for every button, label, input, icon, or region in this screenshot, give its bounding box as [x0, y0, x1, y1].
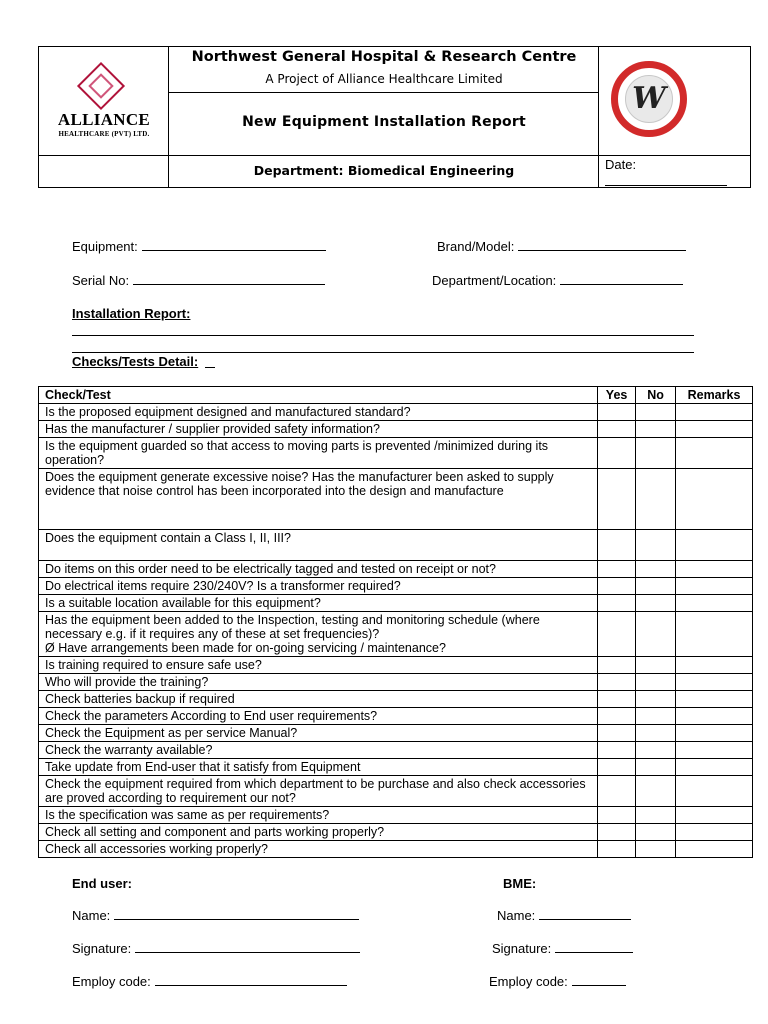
table-row	[39, 824, 753, 841]
check-text: Check the warranty available?	[39, 742, 598, 759]
remarks-cell[interactable]	[676, 595, 753, 612]
remarks-cell[interactable]	[676, 530, 753, 561]
yes-cell[interactable]	[598, 824, 636, 841]
check-text: Check the parameters According to End user requirements?	[39, 708, 598, 725]
table-row	[39, 595, 753, 612]
check-text-extra: Ø Have arrangements been made for on-going servicing / maintenance?	[45, 641, 446, 655]
check-text: Who will provide the training?	[39, 674, 598, 691]
brand-model-input[interactable]	[518, 239, 686, 251]
remarks-cell[interactable]	[676, 708, 753, 725]
yes-cell[interactable]	[598, 561, 636, 578]
end-user-employ-code-label: Employ code:	[72, 974, 151, 989]
hospital-w-logo	[611, 61, 687, 137]
no-cell[interactable]	[636, 691, 676, 708]
check-test-header: Check/Test	[39, 387, 598, 404]
hospital-name: Northwest General Hospital & Research Centre	[191, 49, 577, 65]
checks-table	[38, 386, 753, 858]
brand-model-label: Brand/Model:	[437, 239, 515, 254]
no-cell[interactable]	[636, 725, 676, 742]
bme-heading: BME:	[503, 876, 537, 891]
yes-cell[interactable]	[598, 595, 636, 612]
table-row	[39, 421, 753, 438]
check-text: Take update from End-user that it satisfy from Equipment	[39, 759, 598, 776]
table-row	[39, 776, 753, 807]
end-user-heading: End user:	[72, 876, 132, 891]
table-row	[39, 530, 753, 561]
bme-employ-code-field	[489, 974, 626, 989]
installation-report-line[interactable]	[72, 352, 694, 353]
table-row	[39, 674, 753, 691]
serial-no-input[interactable]	[133, 273, 325, 285]
date-label: Date:	[605, 157, 637, 172]
check-text: Has the manufacturer / supplier provided safety information?	[39, 421, 598, 438]
remarks-cell[interactable]	[676, 561, 753, 578]
yes-cell[interactable]	[598, 578, 636, 595]
bme-employ-code-input[interactable]	[572, 974, 626, 986]
check-text: Check all setting and component and parts working properly?	[39, 824, 598, 841]
alliance-logo	[39, 47, 169, 155]
remarks-cell[interactable]	[676, 438, 753, 469]
installation-report-heading: Installation Report:	[72, 306, 191, 321]
bme-employ-code-label: Employ code:	[489, 974, 568, 989]
no-cell[interactable]	[636, 578, 676, 595]
no-cell[interactable]	[636, 708, 676, 725]
check-text: Is the proposed equipment designed and manufactured standard?	[39, 404, 598, 421]
equipment-label: Equipment:	[72, 239, 138, 254]
date-field[interactable]	[605, 185, 727, 186]
department-location-label: Department/Location:	[432, 273, 557, 288]
end-user-name-label: Name:	[72, 908, 111, 923]
end-user-signature-input[interactable]	[135, 941, 360, 953]
no-cell[interactable]	[636, 657, 676, 674]
check-text: Is the equipment guarded so that access to moving parts is prevented /minimized during its operation?	[39, 438, 598, 469]
remarks-cell[interactable]	[676, 824, 753, 841]
check-text: Do electrical items require 230/240V? Is a transformer required?	[39, 578, 598, 595]
check-text	[39, 612, 598, 657]
check-text: Check the equipment required from which department to be purchase and also check accessories are proved according to requirement our not?	[39, 776, 598, 807]
remarks-cell[interactable]	[676, 469, 753, 530]
no-cell[interactable]	[636, 674, 676, 691]
project-line: A Project of Alliance Healthcare Limited	[265, 72, 503, 86]
brand-model-field	[437, 239, 686, 254]
yes-cell[interactable]	[598, 421, 636, 438]
end-user-employ-code-field	[72, 974, 347, 989]
yes-cell[interactable]	[598, 469, 636, 530]
yes-cell[interactable]	[598, 759, 636, 776]
remarks-cell[interactable]	[676, 776, 753, 807]
table-row	[39, 725, 753, 742]
yes-cell[interactable]	[598, 530, 636, 561]
no-cell[interactable]	[636, 530, 676, 561]
end-user-signature-field	[72, 941, 360, 956]
bme-signature-field	[492, 941, 633, 956]
alliance-logo-sub: HEALTHCARE (PVT) LTD.	[58, 130, 150, 138]
header-divider	[598, 47, 599, 187]
yes-cell[interactable]	[598, 674, 636, 691]
end-user-name-field	[72, 908, 359, 923]
remarks-cell[interactable]	[676, 612, 753, 657]
end-user-signature-label: Signature:	[72, 941, 132, 956]
check-text: Check batteries backup if required	[39, 691, 598, 708]
w-logo-icon: W	[625, 75, 673, 123]
end-user-employ-code-input[interactable]	[155, 974, 347, 986]
yes-cell[interactable]	[598, 807, 636, 824]
header-divider	[39, 155, 750, 156]
yes-cell[interactable]	[598, 657, 636, 674]
table-row	[39, 759, 753, 776]
header-divider	[168, 92, 598, 93]
no-cell[interactable]	[636, 807, 676, 824]
yes-cell[interactable]	[598, 404, 636, 421]
installation-report-line[interactable]	[72, 335, 694, 336]
bme-name-label: Name:	[497, 908, 536, 923]
yes-header: Yes	[598, 387, 636, 404]
remarks-cell[interactable]	[676, 759, 753, 776]
yes-cell[interactable]	[598, 612, 636, 657]
no-cell[interactable]	[636, 612, 676, 657]
serial-no-field	[72, 273, 325, 288]
remarks-cell[interactable]	[676, 807, 753, 824]
alliance-logo-name: ALLIANCE	[57, 110, 151, 129]
yes-cell[interactable]	[598, 708, 636, 725]
remarks-cell[interactable]	[676, 404, 753, 421]
remarks-cell[interactable]	[676, 725, 753, 742]
remarks-cell[interactable]	[676, 657, 753, 674]
no-cell[interactable]	[636, 595, 676, 612]
bme-name-field	[497, 908, 631, 923]
check-text: Do items on this order need to be electrically tagged and tested on receipt or not?	[39, 561, 598, 578]
table-row	[39, 807, 753, 824]
table-row	[39, 561, 753, 578]
yes-cell[interactable]	[598, 742, 636, 759]
table-row	[39, 438, 753, 469]
bme-signature-label: Signature:	[492, 941, 552, 956]
no-cell[interactable]	[636, 404, 676, 421]
table-row	[39, 578, 753, 595]
yes-cell[interactable]	[598, 776, 636, 807]
check-text-main: Has the equipment been added to the Inspection, testing and monitoring schedule (where necessary e.g. if it requires any of these at set frequencies)?	[45, 613, 540, 641]
check-text: Does the equipment contain a Class I, II, III?	[39, 530, 598, 561]
report-title: New Equipment Installation Report	[242, 114, 526, 130]
no-header: No	[636, 387, 676, 404]
no-cell[interactable]	[636, 824, 676, 841]
yes-cell[interactable]	[598, 438, 636, 469]
table-row	[39, 742, 753, 759]
check-text: Is the specification was same as per requirements?	[39, 807, 598, 824]
no-cell[interactable]	[636, 469, 676, 530]
remarks-cell[interactable]	[676, 421, 753, 438]
no-cell[interactable]	[636, 438, 676, 469]
department-location-field	[432, 273, 683, 288]
department-label: Department: Biomedical Engineering	[253, 163, 515, 178]
no-cell[interactable]	[636, 776, 676, 807]
remarks-cell[interactable]	[676, 742, 753, 759]
remarks-cell[interactable]	[676, 841, 753, 858]
table-row	[39, 657, 753, 674]
remarks-cell[interactable]	[676, 578, 753, 595]
no-cell[interactable]	[636, 759, 676, 776]
department-location-input[interactable]	[560, 273, 683, 285]
alliance-diamond-icon	[77, 62, 125, 110]
table-row	[39, 691, 753, 708]
checks-detail-underline	[205, 367, 215, 368]
check-text: Does the equipment generate excessive noise? Has the manufacturer been asked to supply evidence that noise control has been incorporated into the design and manufacture	[39, 469, 598, 530]
table-row	[39, 404, 753, 421]
table-row	[39, 708, 753, 725]
yes-cell[interactable]	[598, 691, 636, 708]
check-text: Is a suitable location available for this equipment?	[39, 595, 598, 612]
table-row	[39, 841, 753, 858]
equipment-field	[72, 239, 326, 254]
yes-cell[interactable]	[598, 725, 636, 742]
bme-signature-input[interactable]	[555, 941, 633, 953]
serial-no-label: Serial No:	[72, 273, 130, 288]
table-header-row	[39, 387, 753, 404]
no-cell[interactable]	[636, 742, 676, 759]
bme-name-input[interactable]	[539, 908, 631, 920]
yes-cell[interactable]	[598, 841, 636, 858]
remarks-cell[interactable]	[676, 691, 753, 708]
no-cell[interactable]	[636, 841, 676, 858]
table-row	[39, 469, 753, 530]
no-cell[interactable]	[636, 421, 676, 438]
table-row	[39, 612, 753, 657]
check-text: Check all accessories working properly?	[39, 841, 598, 858]
check-text: Is training required to ensure safe use?	[39, 657, 598, 674]
checks-detail-heading: Checks/Tests Detail:	[72, 354, 199, 369]
report-header	[38, 46, 751, 188]
end-user-name-input[interactable]	[114, 908, 359, 920]
remarks-cell[interactable]	[676, 674, 753, 691]
equipment-input[interactable]	[142, 239, 326, 251]
remarks-header: Remarks	[676, 387, 753, 404]
no-cell[interactable]	[636, 561, 676, 578]
check-text: Check the Equipment as per service Manual?	[39, 725, 598, 742]
